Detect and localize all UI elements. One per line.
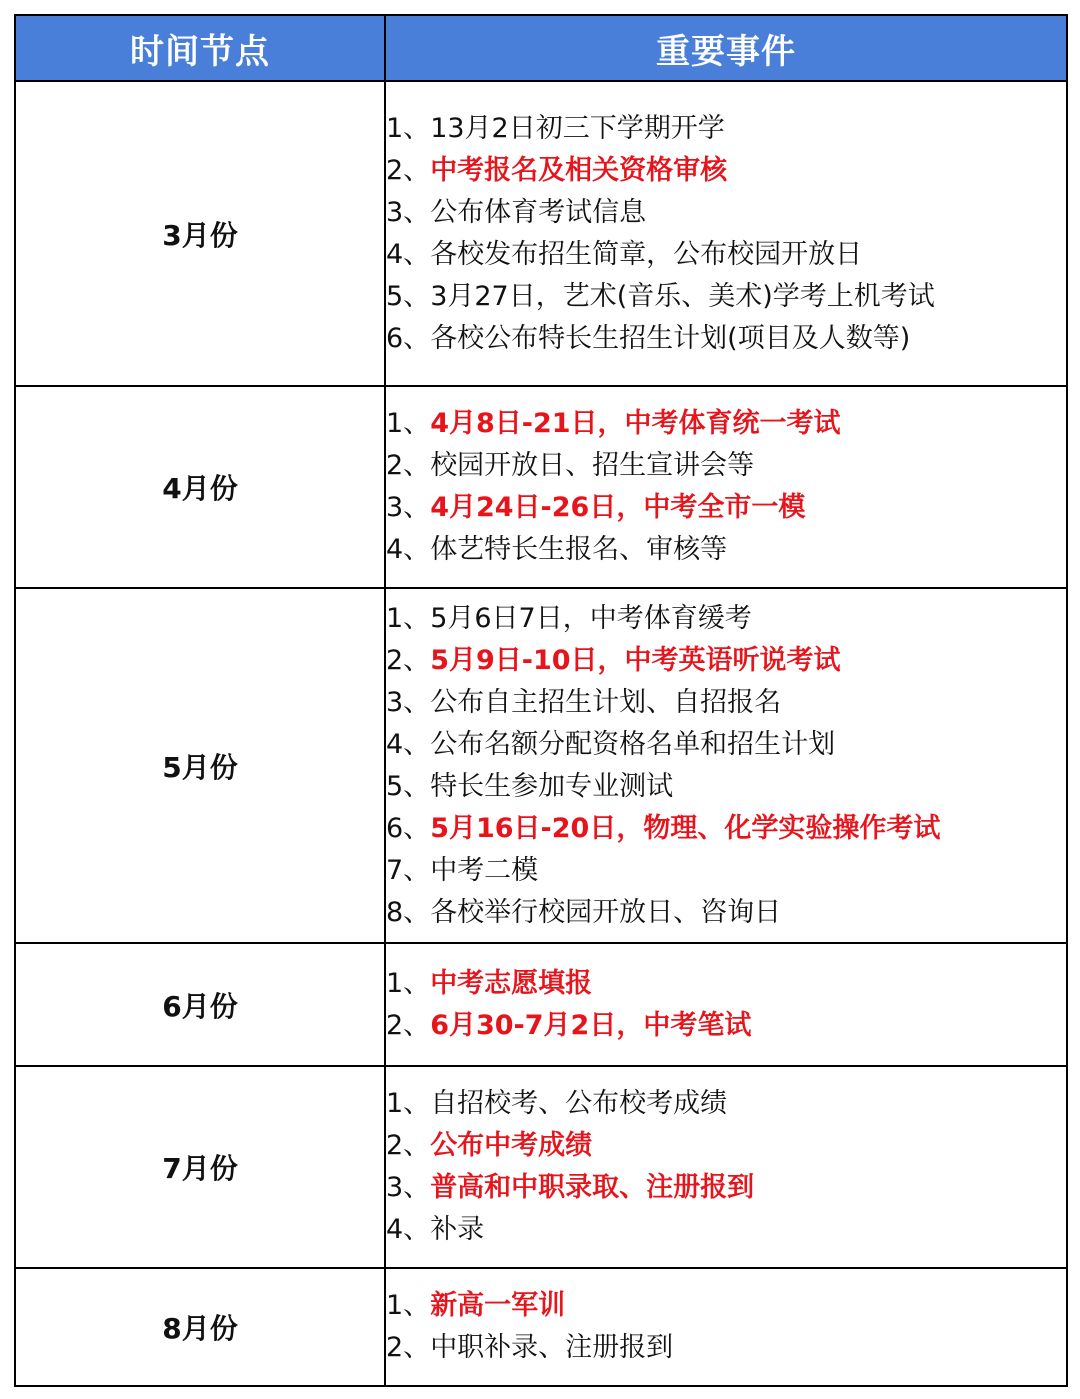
- event-text: 各校举行校园开放日、咨询日: [430, 896, 782, 928]
- event-list: [386, 403, 1066, 571]
- list-item: [386, 850, 1066, 892]
- event-number: 2、: [386, 1332, 431, 1363]
- list-item: [386, 1167, 1066, 1209]
- event-text: 各校公布特长生招生计划(项目及人数等): [430, 322, 911, 354]
- event-number: 1、: [386, 967, 431, 999]
- event-number: 4、: [386, 534, 431, 565]
- table-row: [15, 943, 1067, 1066]
- event-list: [386, 963, 1066, 1047]
- event-list: [386, 598, 1066, 934]
- list-item: [386, 1125, 1066, 1167]
- table-row: [15, 386, 1067, 588]
- month-cell: 3月份: [15, 81, 385, 386]
- event-number: 5、: [386, 280, 431, 312]
- events-cell: [385, 588, 1067, 943]
- list-item: [386, 963, 1066, 1005]
- event-number: 3、: [386, 1172, 431, 1203]
- event-list: [386, 1083, 1066, 1251]
- event-text: 校园开放日、招生宣讲会等: [430, 450, 755, 481]
- events-cell: [385, 1268, 1067, 1386]
- event-text-highlighted: 6月30-7月2日，中考笔试: [430, 1009, 752, 1041]
- events-cell: [385, 386, 1067, 588]
- event-number: 4、: [386, 238, 431, 270]
- event-number: 1、: [386, 1088, 431, 1119]
- table-header: [15, 15, 1067, 81]
- list-item: [386, 108, 1066, 150]
- event-text: 补录: [430, 1214, 485, 1245]
- event-text-highlighted: 4月8日-21日，中考体育统一考试: [430, 408, 841, 439]
- event-text-highlighted: 普高和中职录取、注册报到: [430, 1172, 755, 1203]
- event-number: 2、: [386, 644, 431, 676]
- list-item: [386, 598, 1066, 640]
- event-text: 中考二模: [430, 854, 539, 886]
- event-number: 1、: [386, 1290, 431, 1321]
- event-number: 6、: [386, 812, 431, 844]
- event-number: 2、: [386, 154, 431, 186]
- event-text: 3月27日，艺术(音乐、美术)学考上机考试: [430, 280, 935, 312]
- events-cell: [385, 1066, 1067, 1268]
- event-number: 5、: [386, 770, 431, 802]
- header-events-column: 重要事件: [385, 15, 1067, 81]
- list-item: [386, 1005, 1066, 1047]
- event-number: 3、: [386, 686, 431, 718]
- list-item: [386, 1327, 1066, 1369]
- month-cell: 8月份: [15, 1268, 385, 1386]
- event-text: 13月2日初三下学期开学: [430, 112, 725, 144]
- event-number: 3、: [386, 196, 431, 228]
- event-number: 8、: [386, 896, 431, 928]
- event-number: 2、: [386, 1130, 431, 1161]
- event-text: 公布体育考试信息: [430, 196, 647, 228]
- event-text: 自招校考、公布校考成绩: [430, 1088, 728, 1119]
- list-item: [386, 1083, 1066, 1125]
- event-text-highlighted: 4月24日-26日，中考全市一模: [430, 492, 806, 523]
- event-text: 体艺特长生报名、审核等: [430, 534, 728, 565]
- list-item: [386, 318, 1066, 360]
- list-item: [386, 640, 1066, 682]
- event-number: 1、: [386, 408, 431, 439]
- list-item: [386, 724, 1066, 766]
- event-text: 公布名额分配资格名单和招生计划: [430, 728, 836, 760]
- event-number: 2、: [386, 1009, 431, 1041]
- schedule-table: [14, 14, 1068, 1387]
- event-text: 5月6日7日，中考体育缓考: [430, 602, 752, 634]
- event-number: 3、: [386, 492, 431, 523]
- event-text-highlighted: 中考志愿填报: [430, 967, 593, 999]
- month-cell: 5月份: [15, 588, 385, 943]
- list-item: [386, 529, 1066, 571]
- table-body: [15, 81, 1067, 1386]
- month-cell: 6月份: [15, 943, 385, 1066]
- event-text: 特长生参加专业测试: [430, 770, 674, 802]
- header-time-column: 时间节点: [15, 15, 385, 81]
- event-list: [386, 1285, 1066, 1369]
- event-number: 4、: [386, 728, 431, 760]
- event-number: 6、: [386, 322, 431, 354]
- list-item: [386, 276, 1066, 318]
- month-cell: 4月份: [15, 386, 385, 588]
- list-item: [386, 808, 1066, 850]
- list-item: [386, 150, 1066, 192]
- list-item: [386, 487, 1066, 529]
- list-item: [386, 766, 1066, 808]
- event-text-highlighted: 公布中考成绩: [430, 1130, 593, 1161]
- table-row: [15, 81, 1067, 386]
- events-cell: [385, 81, 1067, 386]
- table-row: [15, 1066, 1067, 1268]
- event-list: [386, 108, 1066, 360]
- list-item: [386, 192, 1066, 234]
- event-text: 公布自主招生计划、自招报名: [430, 686, 782, 718]
- list-item: [386, 445, 1066, 487]
- event-text: 各校发布招生简章，公布校园开放日: [430, 238, 863, 270]
- month-cell: 7月份: [15, 1066, 385, 1268]
- event-number: 4、: [386, 1214, 431, 1245]
- event-text-highlighted: 5月9日-10日，中考英语听说考试: [430, 644, 841, 676]
- event-number: 1、: [386, 602, 431, 634]
- list-item: [386, 234, 1066, 276]
- table-row: [15, 1268, 1067, 1386]
- event-number: 1、: [386, 112, 431, 144]
- event-number: 2、: [386, 450, 431, 481]
- list-item: [386, 892, 1066, 934]
- list-item: [386, 682, 1066, 724]
- event-text-highlighted: 新高一军训: [430, 1290, 566, 1321]
- event-text: 中职补录、注册报到: [430, 1332, 674, 1363]
- list-item: [386, 1285, 1066, 1327]
- list-item: [386, 1209, 1066, 1251]
- table-row: [15, 588, 1067, 943]
- list-item: [386, 403, 1066, 445]
- event-number: 7、: [386, 854, 431, 886]
- event-text-highlighted: 5月16日-20日，物理、化学实验操作考试: [430, 812, 941, 844]
- event-text-highlighted: 中考报名及相关资格审核: [430, 154, 728, 186]
- events-cell: [385, 943, 1067, 1066]
